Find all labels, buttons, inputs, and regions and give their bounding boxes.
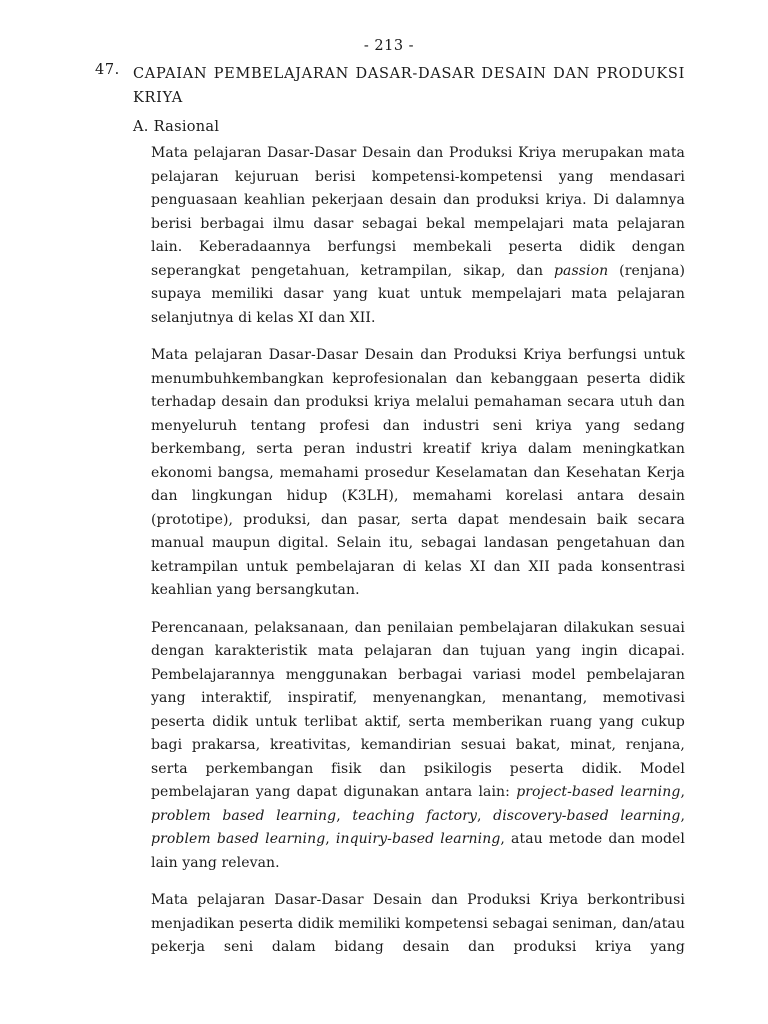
italic-term: project-based learning (516, 784, 681, 800)
paragraph-3: Perencanaan, pelaksanaan, dan penilaian pembelajaran dilakukan sesuai dengan karakteristik mata pelajaran dan tujuan yang ingin dicapai. Pembelajarannya menggunakan berbagai variasi model pembelajaran yang interaktif, inspiratif, menyenangkan, menantang, memotivasi peserta didik untuk terlibat aktif, serta memberikan ruang yang cukup bagi prakarsa, kreativitas, kemandirian sesuai bakat, minat, renjana, serta perkembangan fisik dan psikilogis peserta didik. Model pembelajaran yang dapat digunakan antara lain: project-based learning, problem based learning, teaching factory, discovery-based learning, problem based learning, inquiry-based learning, atau metode dan model lain yang relevan. (151, 619, 686, 871)
paragraph-2: Mata pelajaran Dasar-Dasar Desain dan Produksi Kriya berfungsi untuk menumbuhkembangkan keprofesionalan dan kebanggaan peserta didik terhadap desain dan produksi kriya melalui pemahaman secara utuh dan menyeluruh tentang profesi dan industri seni kriya yang sedang berkembang, serta peran industri kreatif kriya dalam meningkatkan ekonomi bangsa, memahami prosedur Keselamatan dan Kesehatan Kerja dan lingkungan hidup (K3LH), memahami korelasi antara desain (prototipe), produksi, dan pasar, serta dapat mendesain baik secara manual maupun digital. Selain itu, sebagai landasan pengetahuan dan ketrampilan untuk pembelajaran di kelas XI dan XII pada konsentrasi keahlian yang bersangkutan. (151, 347, 685, 598)
paragraph-4: Mata pelajaran Dasar-Dasar Desain dan Produksi Kriya berkontribusi menjadikan peserta didik memiliki kompetensi sebagai seniman, dan/atau pekerja seni dalam bidang desain dan produksi kriya yang (151, 892, 685, 955)
section-heading: A. Rasional (133, 119, 220, 135)
section-body (151, 142, 685, 974)
chapter-title: CAPAIAN PEMBELAJARAN DASAR-DASAR DESAIN DAN PRODUKSI KRIYA (133, 66, 685, 106)
italic-term: problem based learning (151, 831, 326, 847)
page-number: - 213 - (363, 38, 415, 54)
italic-term: problem based learning (151, 807, 337, 824)
paragraph-1: Mata pelajaran Dasar-Dasar Desain dan Produksi Kriya merupakan mata pelajaran kejuruan berisi kompetensi-kompetensi yang mendasari penguasaan keahlian pekerjaan desain dan produksi kriya. Di dalamnya berisi berbagai ilmu dasar sebagai bekal mempelajari mata pelajaran lain. Keberadaannya berfungsi membekali peserta didik dengan seperangkat pengetahuan, ketrampilan, sikap, dan passion (renjana) supaya memiliki dasar yang kuat untuk mempelajari mata pelajaran selanjutnya di kelas XI dan XII. (151, 145, 686, 326)
italic-term: discovery-based learning (493, 807, 681, 824)
italic-term: teaching factory (352, 807, 478, 824)
italic-term: passion (553, 262, 609, 279)
italic-term: inquiry-based learning (335, 831, 501, 847)
chapter-number: 47. (95, 62, 120, 78)
